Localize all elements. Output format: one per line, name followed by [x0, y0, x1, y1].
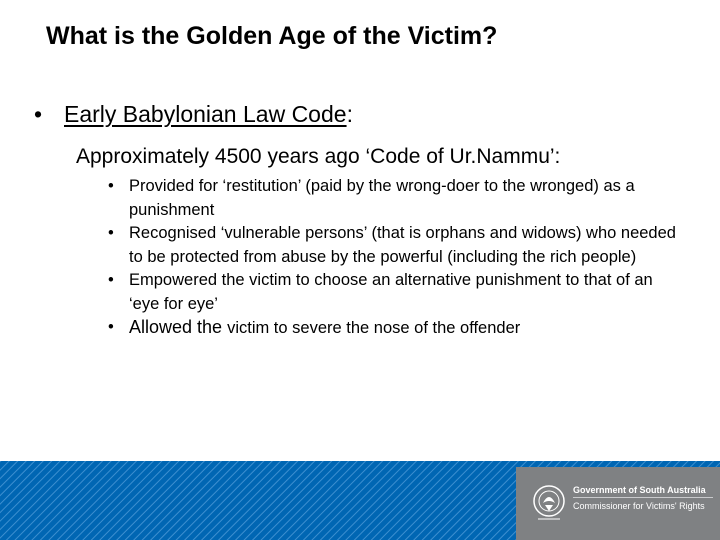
list-item-lead: Allowed the — [129, 317, 228, 337]
footer-divider — [573, 497, 713, 498]
list-item-text: Recognised ‘vulnerable persons’ (that is orphans and widows) who needed to be protected from abuse by the powerful (including the rich people) — [129, 224, 676, 266]
bullet-level2: Approximately 4500 years ago ‘Code of Ur.Nammu’: — [76, 145, 561, 168]
bullet-dot: • — [108, 177, 114, 195]
footer-org-line1: Government of South Australia — [573, 485, 706, 495]
south-australia-crest-icon — [532, 481, 566, 525]
list-item — [108, 269, 678, 316]
list-item-text: Provided for ‘restitution’ (paid by the wrong-doer to the wronged) as a punishment — [129, 177, 635, 219]
footer-band — [0, 461, 720, 540]
footer-logo-panel — [516, 467, 720, 540]
list-item — [108, 222, 678, 269]
slide-title: What is the Golden Age of the Victim? — [46, 22, 498, 50]
list-item-text: victim to severe the nose of the offender — [227, 319, 521, 337]
bullet-dot: • — [34, 101, 43, 127]
list-item — [108, 175, 678, 222]
bullet-dot: • — [108, 271, 114, 289]
list-item-text: Empowered the victim to choose an alternative punishment to that of an ‘eye for eye’ — [129, 271, 653, 313]
list-item — [108, 316, 678, 341]
bullet-level1 — [34, 101, 353, 128]
bullet-level1-underlined: Early Babylonian Law Code — [64, 101, 347, 127]
bullet-level1-suffix: : — [346, 101, 353, 127]
bullet-dot: • — [108, 318, 114, 336]
footer-org-line2: Commissioner for Victims' Rights — [573, 501, 705, 511]
bullet-dot: • — [108, 224, 114, 242]
bullet-level3-list — [108, 175, 678, 341]
